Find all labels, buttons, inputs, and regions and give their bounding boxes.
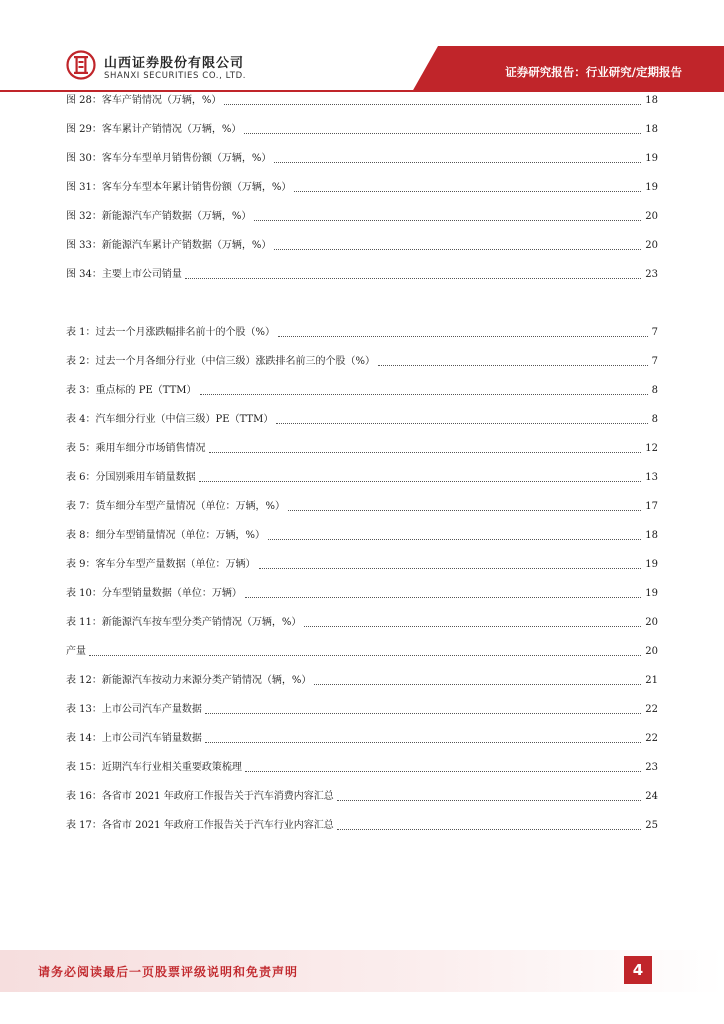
toc-entry-page: 19: [645, 588, 658, 599]
toc-figure-31[interactable]: [66, 179, 658, 197]
toc-entry-title: 表 6：分国别乘用车销量数据: [66, 472, 196, 483]
toc-entry-page: 24: [645, 791, 658, 802]
toc-entry-page: 22: [645, 704, 658, 715]
toc-table-12[interactable]: [66, 672, 658, 690]
toc-leader-dots: [278, 335, 648, 337]
toc-table-6[interactable]: [66, 469, 658, 487]
toc-table-10[interactable]: [66, 585, 658, 603]
toc-table-1[interactable]: [66, 324, 658, 342]
toc-entry-title: 表 7：货车细分车型产量情况（单位：万辆，%）: [66, 501, 286, 512]
toc-entry-title: 表 4：汽车细分行业（中信三级）PE（TTM）: [66, 414, 274, 425]
toc-leader-dots: [209, 451, 642, 453]
toc-entry-title: 图 33：新能源汽车累计产销数据（万辆，%）: [66, 240, 272, 251]
toc-entry-page: 25: [645, 820, 658, 831]
toc-entry-title: 产量: [66, 646, 86, 657]
toc-table-15[interactable]: [66, 759, 658, 777]
toc-entry-page: 8: [651, 414, 658, 425]
toc-entry-page: 19: [645, 182, 658, 193]
company-name-en: SHANXI SECURITIES CO., LTD.: [104, 71, 247, 81]
toc-entry-title: 表 11：新能源汽车按车型分类产销情况（万辆，%）: [66, 617, 302, 628]
toc-table-3[interactable]: [66, 382, 658, 400]
toc-entry-page: 21: [645, 675, 658, 686]
toc-entry-page: 18: [645, 95, 658, 106]
toc-leader-dots: [304, 625, 641, 627]
toc-entry-page: 18: [645, 124, 658, 135]
toc-entry-title: 表 5：乘用车细分市场销售情况: [66, 443, 206, 454]
toc-figure-33[interactable]: [66, 237, 658, 255]
toc-leader-dots: [337, 799, 642, 801]
toc-leader-dots: [205, 712, 641, 714]
toc-entry-title: 表 14：上市公司汽车销量数据: [66, 733, 202, 744]
company-name-cn: 山西证券股份有限公司: [104, 56, 245, 71]
toc-figure-28[interactable]: [66, 92, 658, 110]
toc-table-8[interactable]: [66, 527, 658, 545]
report-type-label: 证券研究报告：行业研究/定期报告: [505, 65, 682, 79]
toc-table-16[interactable]: [66, 788, 658, 806]
toc-leader-dots: [337, 828, 642, 830]
toc-entry-page: 22: [645, 733, 658, 744]
toc-leader-dots: [185, 277, 641, 279]
toc-entry-title: 表 17：各省市 2021 年政府工作报告关于汽车行业内容汇总: [66, 820, 334, 831]
toc-entry-page: 12: [645, 443, 658, 454]
toc-leader-dots: [259, 567, 642, 569]
toc-table-17[interactable]: [66, 817, 658, 835]
toc-entry-title: 图 29：客车累计产销情况（万辆，%）: [66, 124, 242, 135]
toc-entry-title: 图 34：主要上市公司销量: [66, 269, 182, 280]
toc-entry-title: 表 10：分车型销量数据（单位：万辆）: [66, 588, 242, 599]
toc-table-production[interactable]: [66, 643, 658, 661]
toc-leader-dots: [224, 103, 641, 105]
toc-table-4[interactable]: [66, 411, 658, 429]
toc-entry-page: 7: [651, 327, 658, 338]
toc-table-9[interactable]: [66, 556, 658, 574]
toc-figure-30[interactable]: [66, 150, 658, 168]
toc-leader-dots: [205, 741, 641, 743]
toc-leader-dots: [274, 248, 641, 250]
page-header: [0, 0, 724, 92]
toc-leader-dots: [314, 683, 641, 685]
page-footer: [0, 950, 724, 992]
toc-table-5[interactable]: [66, 440, 658, 458]
toc-leader-dots: [199, 480, 642, 482]
toc-figure-32[interactable]: [66, 208, 658, 226]
toc-leader-dots: [245, 596, 641, 598]
footer-disclaimer: 请务必阅读最后一页股票评级说明和免责声明: [38, 965, 299, 979]
toc-entry-title: 表 13：上市公司汽车产量数据: [66, 704, 202, 715]
toc-leader-dots: [268, 538, 641, 540]
toc-leader-dots: [276, 422, 647, 424]
toc-entry-page: 20: [645, 646, 658, 657]
toc-figure-34[interactable]: [66, 266, 658, 284]
toc-entry-page: 7: [651, 356, 658, 367]
toc-entry-page: 18: [645, 530, 658, 541]
toc-entry-title: 表 3：重点标的 PE（TTM）: [66, 385, 197, 396]
toc-entry-page: 8: [651, 385, 658, 396]
toc-leader-dots: [254, 219, 641, 221]
page-number-badge: 4: [624, 956, 652, 984]
toc-entry-title: 表 9：客车分车型产量数据（单位：万辆）: [66, 559, 256, 570]
toc-table-11[interactable]: [66, 614, 658, 632]
toc-table-13[interactable]: [66, 701, 658, 719]
toc-leader-dots: [274, 161, 641, 163]
toc-figure-29[interactable]: [66, 121, 658, 139]
toc-entry-page: 20: [645, 617, 658, 628]
toc-entry-title: 图 28：客车产销情况（万辆，%）: [66, 95, 222, 106]
toc-entry-title: 图 32：新能源汽车产销数据（万辆，%）: [66, 211, 252, 222]
toc-entry-page: 19: [645, 153, 658, 164]
toc-entry-title: 图 30：客车分车型单月销售份额（万辆，%）: [66, 153, 272, 164]
toc-leader-dots: [294, 190, 641, 192]
toc-leader-dots: [288, 509, 641, 511]
toc-table-2[interactable]: [66, 353, 658, 371]
toc-entry-title: 表 2：过去一个月各细分行业（中信三级）涨跌排名前三的个股（%）: [66, 356, 376, 367]
toc-leader-dots: [378, 364, 648, 366]
toc-entry-page: 20: [645, 211, 658, 222]
toc-entry-title: 表 12：新能源汽车按动力来源分类产销情况（辆，%）: [66, 675, 312, 686]
toc-entry-page: 17: [645, 501, 658, 512]
toc-entry-page: 20: [645, 240, 658, 251]
toc-entry-title: 表 16：各省市 2021 年政府工作报告关于汽车消费内容汇总: [66, 791, 334, 802]
toc-table-14[interactable]: [66, 730, 658, 748]
toc-leader-dots: [89, 654, 641, 656]
toc-entry-page: 19: [645, 559, 658, 570]
toc-table-7[interactable]: [66, 498, 658, 516]
toc-entry-title: 表 1：过去一个月涨跌幅排名前十的个股（%）: [66, 327, 276, 338]
toc-entry-page: 23: [645, 762, 658, 773]
toc-entry-title: 表 8：细分车型销量情况（单位：万辆，%）: [66, 530, 266, 541]
toc-leader-dots: [244, 132, 641, 134]
company-logo-icon: [66, 50, 96, 80]
toc-entry-title: 表 15：近期汽车行业相关重要政策梳理: [66, 762, 242, 773]
toc-entry-page: 23: [645, 269, 658, 280]
toc-leader-dots: [245, 770, 641, 772]
toc-entry-title: 图 31：客车分车型本年累计销售份额（万辆，%）: [66, 182, 292, 193]
toc-leader-dots: [200, 393, 648, 395]
toc-entry-page: 13: [645, 472, 658, 483]
